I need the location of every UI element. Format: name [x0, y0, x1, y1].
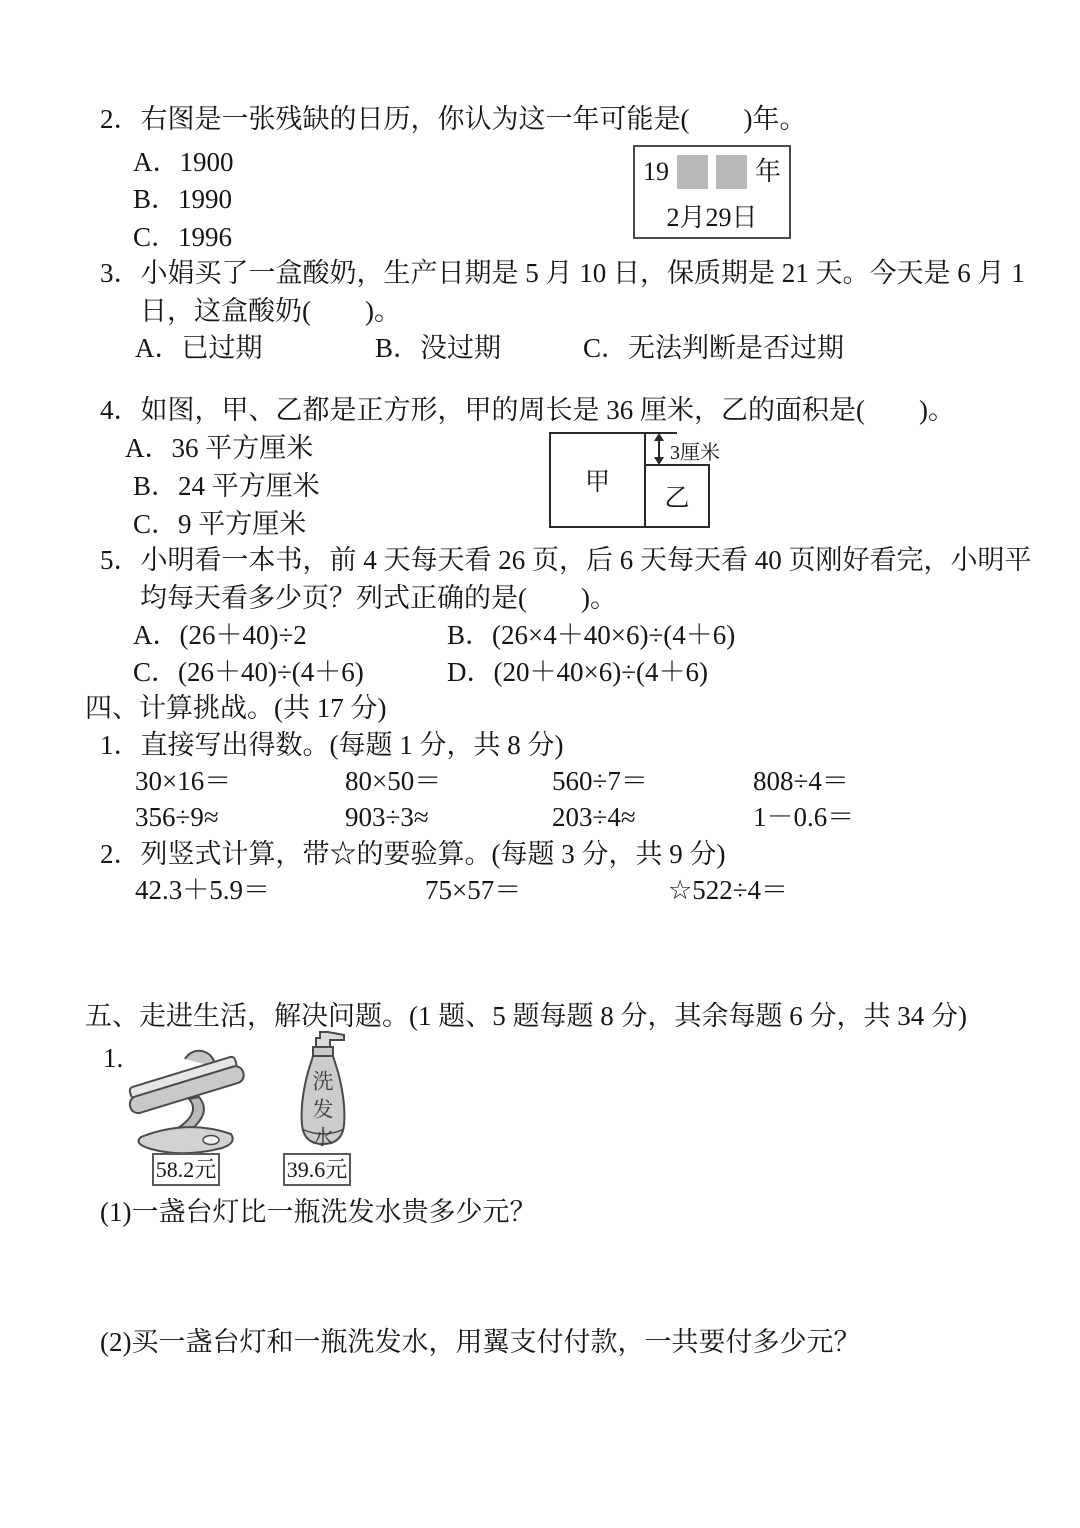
calc-item: 560÷7＝ — [552, 766, 648, 796]
section-5-question-1: (1)一盏台灯比一瓶洗发水贵多少元？ — [100, 1197, 537, 1227]
square-jia-label: 甲 — [584, 469, 610, 496]
question-5-option-b: B．(26×4＋40×6)÷(4＋6) — [447, 620, 736, 650]
section-4-sub2: 2．列竖式计算，带☆的要验算。(每题 3 分，共 9 分) — [100, 839, 726, 869]
calc-item: 356÷9≈ — [135, 802, 219, 832]
calc-item: 42.3＋5.9＝ — [135, 875, 270, 905]
question-2-option-b: B．1990 — [133, 184, 233, 214]
question-5-option-d: D．(20＋40×6)÷(4＋6) — [447, 657, 709, 687]
calc-item: ☆522÷4＝ — [668, 875, 789, 905]
question-4-option-b: B．24 平方厘米 — [133, 471, 320, 501]
calc-item: 1－0.6＝ — [753, 802, 855, 832]
calc-item: 903÷3≈ — [345, 802, 429, 832]
question-3-option-c: C．无法判断是否过期 — [583, 333, 845, 363]
gap-arrow-icon — [650, 433, 668, 465]
calc-item: 75×57＝ — [425, 875, 522, 905]
calendar-year-suffix: 年 — [754, 157, 781, 186]
calc-item: 203÷4≈ — [552, 802, 636, 832]
question-4-option-a: A．36 平方厘米 — [125, 433, 314, 463]
question-4-stem: 4．如图，甲、乙都是正方形，甲的周长是 36 厘米，乙的面积是( )。 — [100, 395, 955, 425]
question-5-option-c: C．(26＋40)÷(4＋6) — [133, 657, 364, 687]
question-2-stem: 2．右图是一张残缺的日历，你认为这一年可能是( )年。 — [100, 104, 807, 134]
question-3-stem-line2: 日，这盒酸奶( )。 — [140, 296, 401, 326]
calendar-figure — [633, 145, 791, 239]
section-5-heading: 五、走进生活，解决问题。(1 题、5 题每题 8 分，其余每题 6 分，共 34 分) — [85, 1001, 967, 1031]
square-jia — [549, 432, 646, 528]
calendar-date: 2月29日 — [666, 203, 758, 232]
calendar-year-prefix: 19 — [642, 157, 669, 186]
section-4-heading: 四、计算挑战。(共 17 分) — [85, 693, 387, 723]
question-3-stem-line1: 3．小娟买了一盒酸奶，生产日期是 5 月 10 日，保质期是 21 天。今天是 6 月 1 — [100, 258, 1025, 288]
shampoo-price-tag: 39.6元 — [283, 1153, 351, 1186]
calc-item: 30×16＝ — [135, 766, 232, 796]
question-2-option-a: A．1900 — [133, 147, 234, 177]
question-3-option-a: A．已过期 — [135, 333, 263, 363]
gap-label: 3厘米 — [670, 442, 720, 464]
question-2-option-c: C．1996 — [133, 222, 233, 252]
squares-figure — [549, 432, 724, 530]
question-3-option-b: B．没过期 — [375, 333, 502, 363]
calendar-hidden-digit-box — [677, 155, 708, 189]
shampoo-bottle-label: 洗发水 — [310, 1070, 334, 1154]
question-5-stem-line2: 均每天看多少页？列式正确的是( )。 — [140, 583, 617, 613]
square-yi — [644, 464, 710, 528]
section-5-question-2: (2)买一盏台灯和一瓶洗发水，用翼支付付款，一共要付多少元？ — [100, 1327, 861, 1357]
desk-lamp-image — [125, 1045, 255, 1153]
question-5-option-a: A．(26＋40)÷2 — [133, 620, 307, 650]
calendar-hidden-digit-box — [716, 155, 747, 189]
section-4-sub1: 1．直接写出得数。(每题 1 分，共 8 分) — [100, 730, 564, 760]
calc-item: 80×50＝ — [345, 766, 442, 796]
question-5-stem-line1: 5．小明看一本书，前 4 天每天看 26 页，后 6 天每天看 40 页刚好看完，小明平 — [100, 545, 1032, 575]
lamp-price-tag: 58.2元 — [152, 1153, 220, 1186]
calendar-year-row — [643, 155, 781, 189]
calc-item: 808÷4＝ — [753, 766, 849, 796]
square-yi-label: 乙 — [664, 485, 690, 512]
section-5-item-number: 1. — [103, 1043, 124, 1073]
question-4-option-c: C．9 平方厘米 — [133, 509, 307, 539]
